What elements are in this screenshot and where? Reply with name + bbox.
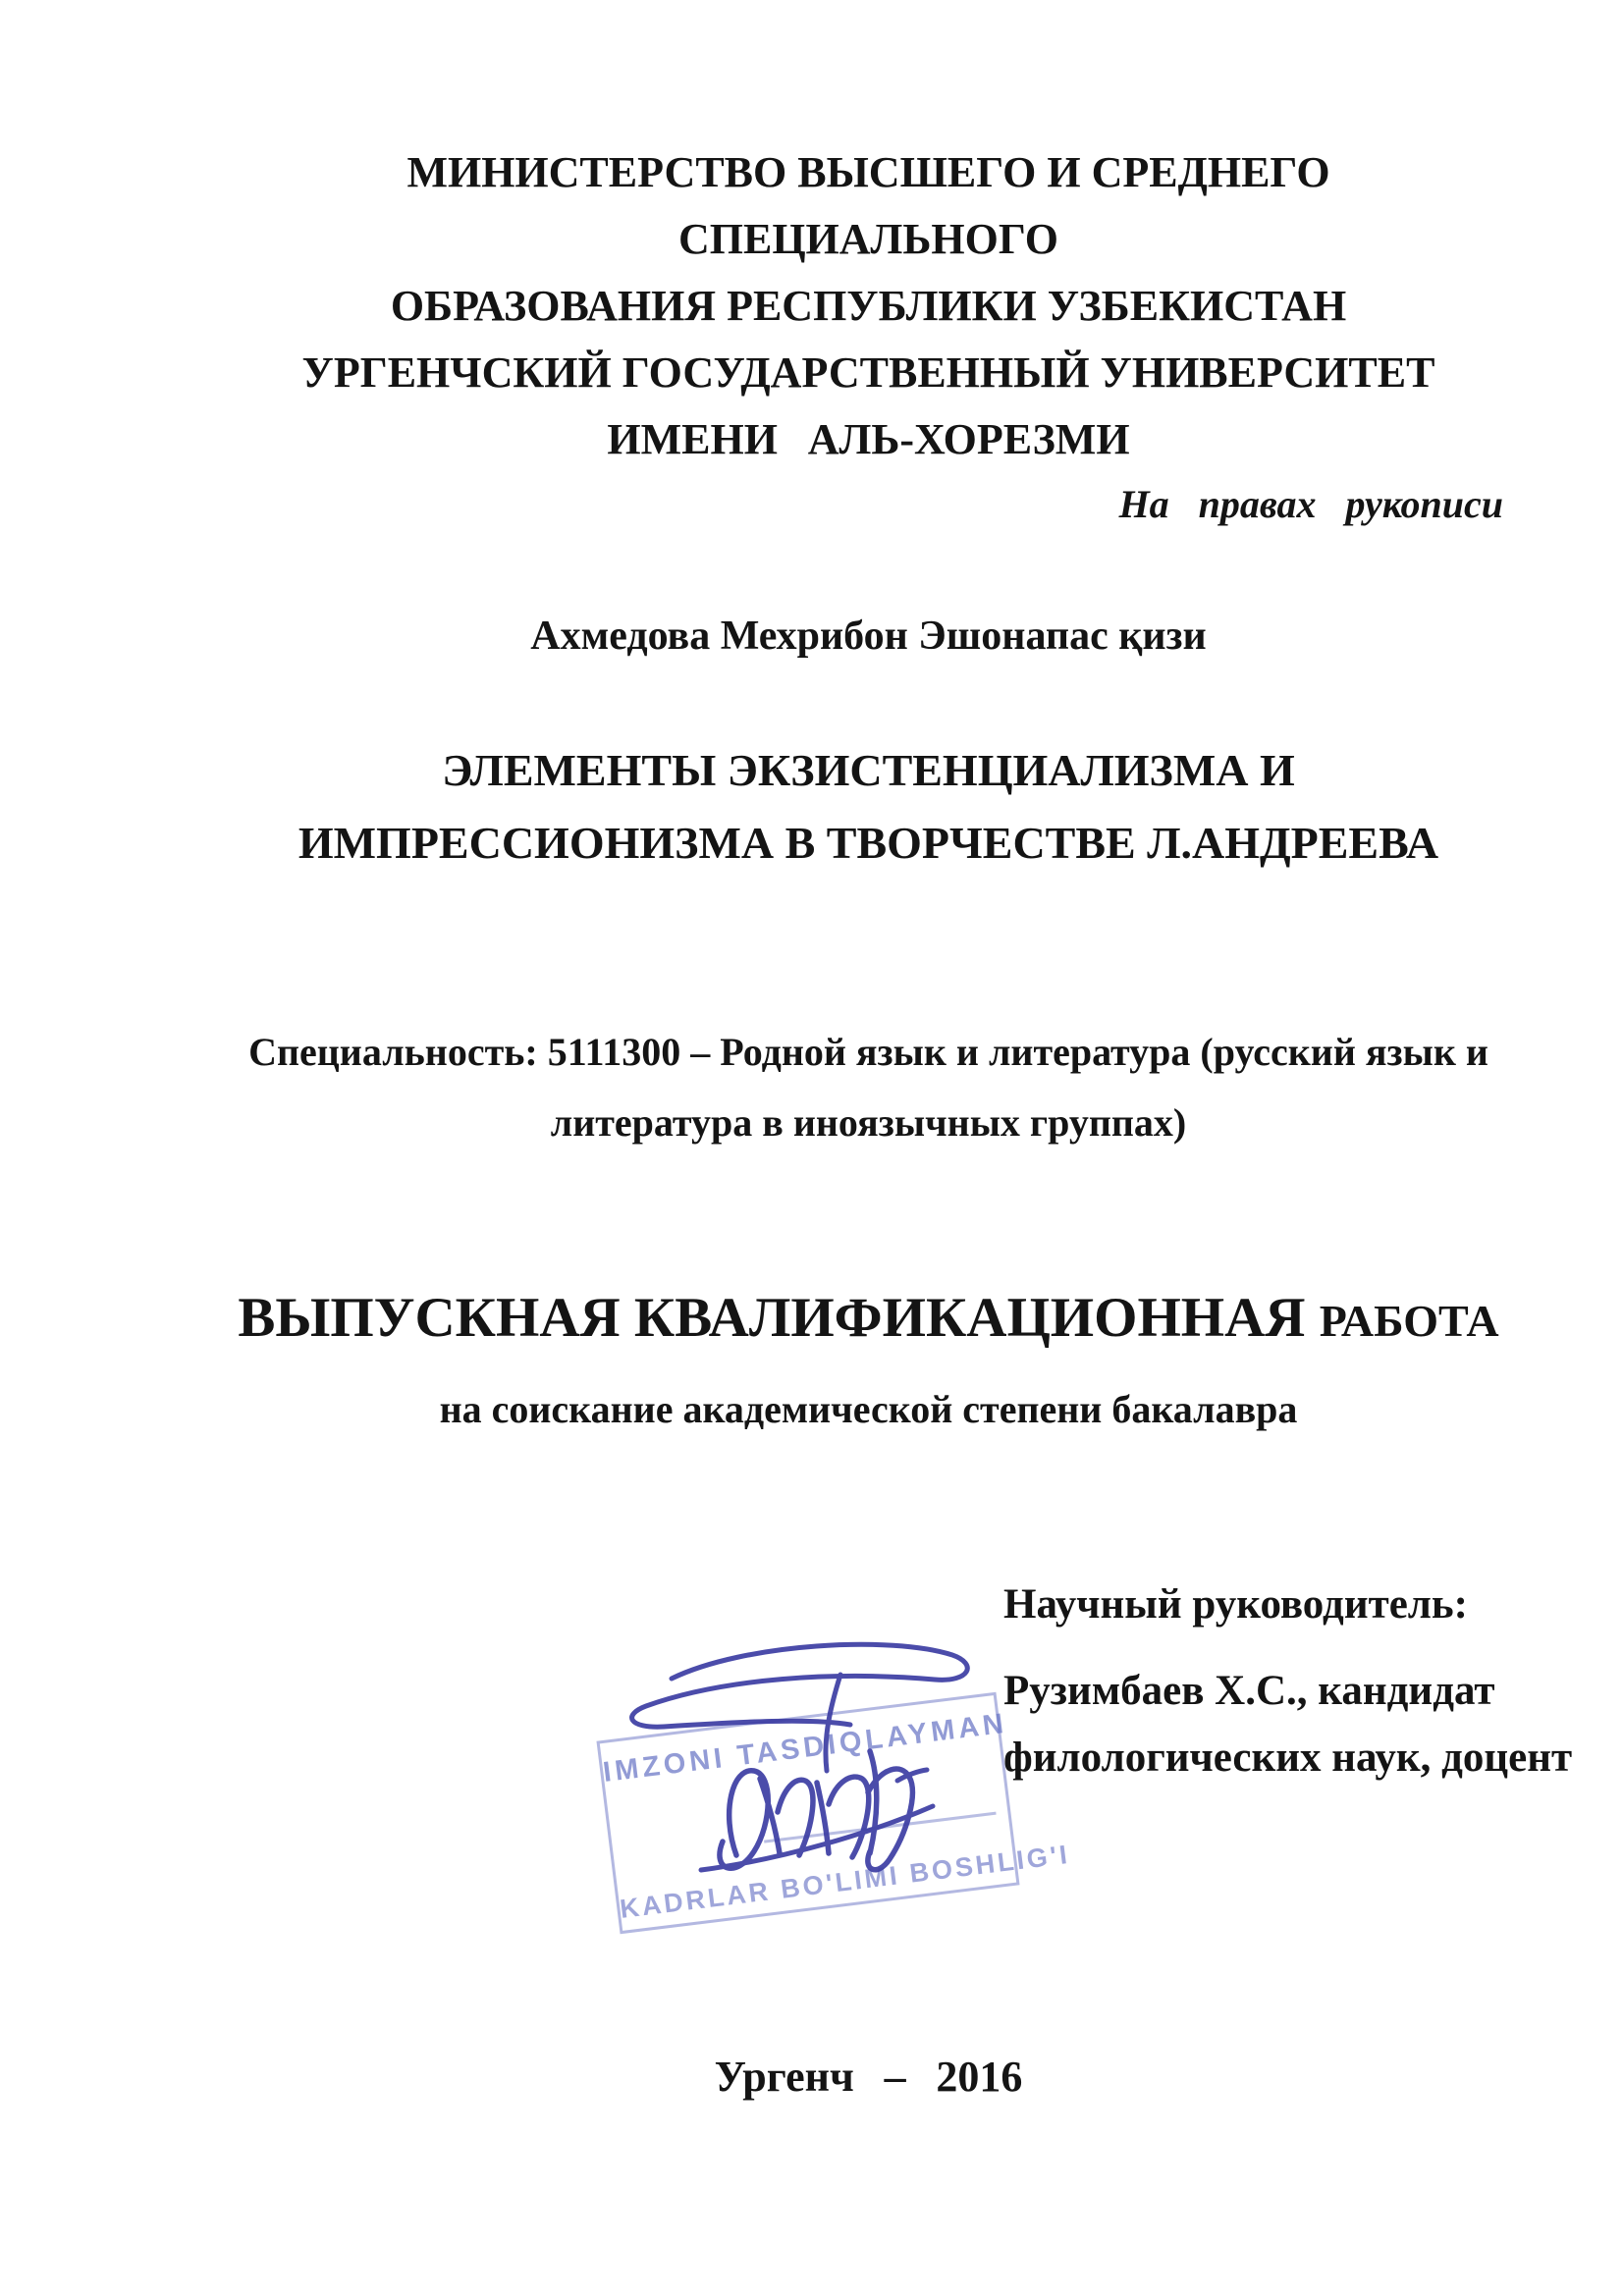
specialty-line-2: литература в иноязычных группах) xyxy=(550,1100,1187,1145)
ministry-line-2: ОБРАЗОВАНИЯ РЕСПУБЛИКИ УЗБЕКИСТАН xyxy=(390,282,1347,330)
ministry-header xyxy=(232,139,1505,473)
supervisor-name: Рузимбаев Х.С., кандидат xyxy=(1003,1668,1495,1714)
specialty-line-1: Специальность: 5111300 – Родной язык и литература (русский язык и xyxy=(248,1030,1488,1074)
city-year-footer: Ургенч – 2016 xyxy=(714,2053,1023,2101)
handwritten-signature xyxy=(577,1631,1039,1896)
work-type-main: ВЫПУСКНАЯ КВАЛИФИКАЦИОННАЯ xyxy=(238,1287,1320,1349)
supervisor-title: филологических наук, доцент xyxy=(1003,1735,1573,1781)
author-name: Ахмедова Мехрибон Эшонапас қизи xyxy=(530,614,1207,659)
university-name-suffix: ИМЕНИ АЛЬ-ХОРЕЗМИ xyxy=(607,415,1130,463)
stamp-bottom-text: KADRLAR BO'LIMI BOSHLIG'I xyxy=(618,1839,1072,1924)
work-type-heading xyxy=(232,1284,1505,1356)
thesis-title xyxy=(232,734,1505,880)
thesis-title-line-2: ИМПРЕССИОНИЗМА В ТВОРЧЕСТВЕ Л.АНДРЕЕВА xyxy=(298,818,1439,868)
specialty-block xyxy=(232,1017,1505,1158)
signature-flourish xyxy=(632,1644,968,1727)
work-type-tail: РАБОТА xyxy=(1319,1296,1499,1346)
supervisor-label: Научный руководитель: xyxy=(1003,1581,1468,1628)
ministry-line-1: МИНИСТЕРСТВО ВЫСШЕГО И СРЕДНЕГО СПЕЦИАЛЬНОГО xyxy=(406,148,1330,263)
manuscript-rights-note: На правах рукописи xyxy=(1118,482,1503,526)
university-name: УРГЕНЧСКИЙ ГОСУДАРСТВЕННЫЙ УНИВЕРСИТЕТ xyxy=(301,348,1435,397)
degree-line: на соискание академической степени бакалавра xyxy=(439,1387,1298,1431)
signature-cross-stroke xyxy=(701,1806,933,1870)
thesis-title-line-1: ЭЛЕМЕНТЫ ЭКЗИСТЕНЦИАЛИЗМА И xyxy=(442,745,1295,795)
signature-scribble xyxy=(720,1751,912,1870)
stamp-top-text: IMZONI TASDIQLAYMAN xyxy=(601,1707,1009,1789)
